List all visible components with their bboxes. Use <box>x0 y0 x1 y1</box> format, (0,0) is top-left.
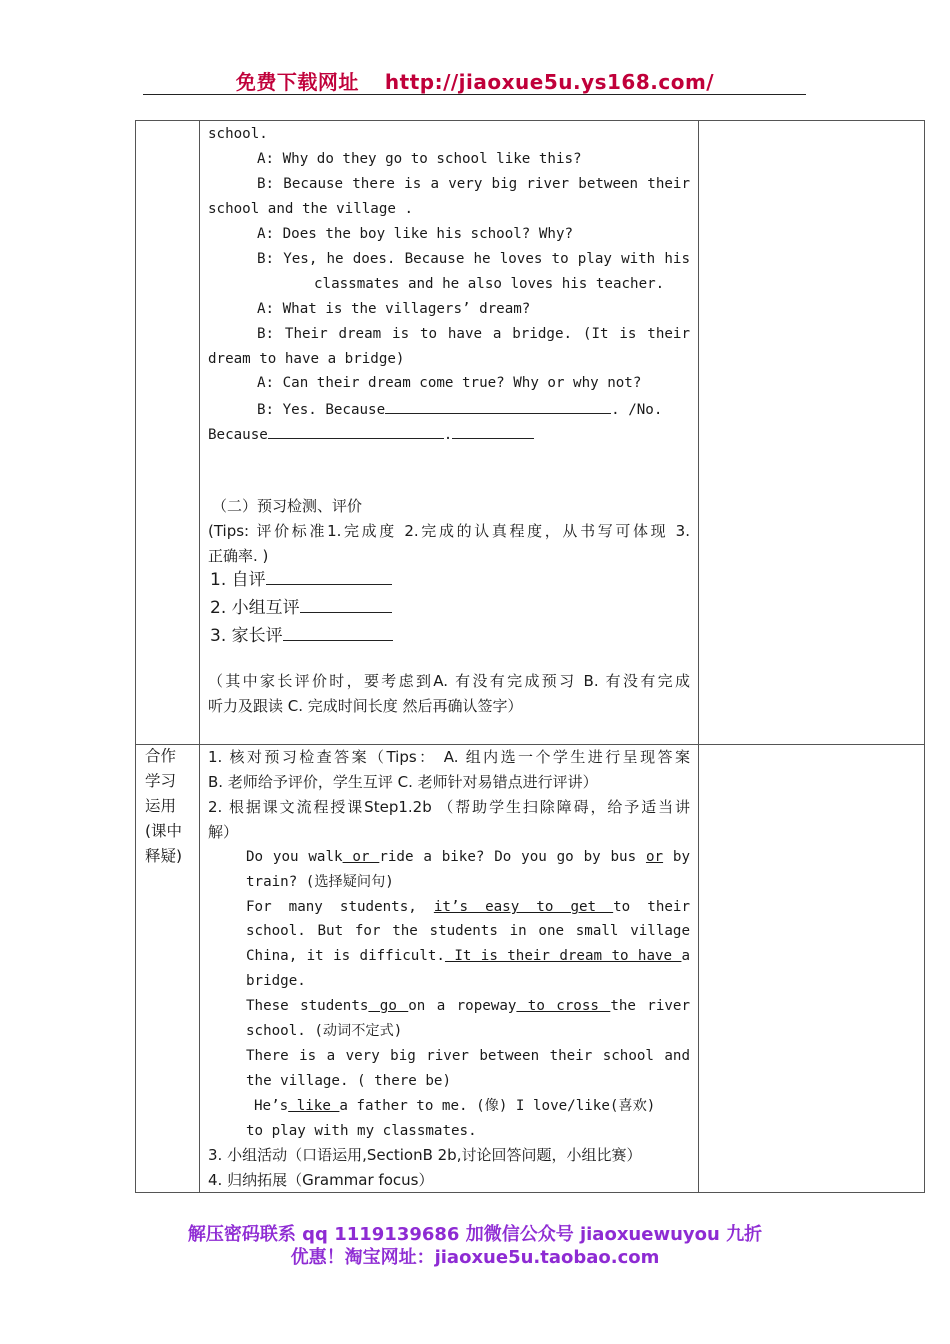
coop-line: 解） <box>208 823 239 841</box>
example-line <box>254 1097 655 1115</box>
dialog-line: B: Their dream is to have a bridge. (It is their <box>257 326 690 342</box>
eval-group <box>210 598 392 617</box>
key-phrase: go <box>368 998 409 1014</box>
dialog-line <box>257 399 662 419</box>
key-phrase: or <box>342 849 380 865</box>
section-heading: （二）预习检测、评价 <box>212 497 363 515</box>
example-line <box>246 997 690 1015</box>
answer-blank[interactable] <box>268 424 444 439</box>
eval-parent <box>210 626 393 645</box>
example-line: to play with my classmates. <box>246 1123 477 1139</box>
eval-blank[interactable] <box>300 598 392 613</box>
example-line <box>246 898 690 916</box>
example-text: a <box>681 948 690 964</box>
coop-line: 1. 核对预习检查答案（Tips： A. 组内选一个学生进行呈现答案 <box>208 748 690 766</box>
example-text: These students <box>246 998 369 1014</box>
note-line: 听力及跟读 C. 完成时间长度 然后再确认签字） <box>208 697 523 715</box>
example-text: by <box>672 849 690 865</box>
example-text: ride a bike? Do you go by bus <box>379 849 637 865</box>
example-line: train? (选择疑问句) <box>246 874 394 890</box>
eval-label: 3. 家长评 <box>210 626 283 646</box>
eval-self <box>210 570 392 589</box>
example-text: on a ropeway <box>408 998 517 1014</box>
dialog-line: classmates and he also loves his teacher. <box>314 276 665 292</box>
dialog-line <box>208 424 534 444</box>
example-text: the river <box>610 998 690 1014</box>
column-divider-2 <box>698 121 699 1192</box>
answer-blank[interactable] <box>385 399 611 414</box>
stage-label-line: 释疑) <box>145 847 183 865</box>
dialog-line: dream to have a bridge) <box>208 351 405 367</box>
coop-line: B. 老师给予评价，学生互评 C. 老师针对易错点进行评讲） <box>208 773 598 791</box>
eval-blank[interactable] <box>266 570 392 585</box>
example-text: He’s <box>254 1098 289 1114</box>
stage-label-line: (课中 <box>145 822 183 840</box>
coop-line: 2. 根据课文流程授课Step1.2b （帮助学生扫除障碍，给予适当讲 <box>208 798 690 816</box>
header-title: 免费下载网址 <box>235 70 359 94</box>
example-text: For many students, <box>246 899 417 915</box>
key-phrase: like <box>288 1098 340 1114</box>
dialog-text: B: Yes. Because <box>257 402 386 418</box>
key-phrase: or <box>645 849 664 865</box>
tips-line: 正确率. ) <box>208 547 269 565</box>
stage-label-line: 运用 <box>145 797 177 815</box>
stage-label <box>145 744 193 869</box>
dialog-line: B: Because there is a very big river between their <box>257 176 690 192</box>
dialog-text: Because <box>208 427 268 443</box>
example-line: There is a very big river between their school and <box>246 1048 690 1064</box>
column-divider-1 <box>199 121 200 1192</box>
dialog-line: B: Yes, he does. Because he loves to play with his <box>257 251 690 267</box>
dialog-line: A: Does the boy like his school? Why? <box>257 226 574 242</box>
example-text: to their <box>613 899 690 915</box>
example-line <box>246 848 690 866</box>
key-phrase: It is their dream to have <box>444 948 682 964</box>
key-phrase: to cross <box>516 998 611 1014</box>
dialog-line: school and the village . <box>208 201 413 217</box>
coop-line: 4. 归纳拓展（Grammar focus） <box>208 1171 434 1189</box>
stage-label-line: 学习 <box>145 772 177 790</box>
header-url[interactable]: http://jiaoxue5u.ys168.com/ <box>384 70 715 94</box>
note-line: （其中家长评价时，要考虑到A. 有没有完成预习 B. 有没有完成 <box>208 672 690 690</box>
answer-blank[interactable] <box>452 424 534 439</box>
example-line: the village. ( there be) <box>246 1073 451 1089</box>
example-line: school. But for the students in one small village <box>246 923 690 939</box>
footer-shop[interactable]: 优惠！淘宝网址：jiaoxue5u.taobao.com <box>290 1247 660 1268</box>
example-line: bridge. <box>246 973 306 989</box>
coop-line: 3. 小组活动（口语运用,SectionB 2b,讨论回答问题，小组比赛） <box>208 1146 642 1164</box>
dialog-line: school. <box>208 126 268 142</box>
eval-label: 2. 小组互评 <box>210 598 300 618</box>
example-text: China, it is difficult. <box>246 948 445 964</box>
key-phrase: it’s easy to get <box>433 899 614 915</box>
example-line: school. (动词不定式) <box>246 1023 403 1039</box>
dialog-text: . <box>443 427 453 443</box>
header-rule <box>143 94 806 95</box>
stage-label-line: 合作 <box>145 747 177 765</box>
download-header <box>0 66 950 95</box>
example-line <box>246 947 690 965</box>
eval-blank[interactable] <box>283 626 393 641</box>
example-text: Do you walk <box>246 849 343 865</box>
tips-line: (Tips: 评价标准1.完成度 2.完成的认真程度，从书写可体现 3. <box>208 522 690 540</box>
dialog-text: . /No. <box>611 402 663 418</box>
dialog-line: A: What is the villagers’ dream? <box>257 301 531 317</box>
example-text: a father to me. (像) I love/like(喜欢) <box>339 1098 656 1114</box>
dialog-line: A: Why do they go to school like this? <box>257 151 582 167</box>
footer-contact: 解压密码联系 qq 1119139686 加微信公众号 jiaoxuewuyou 九折 <box>187 1224 763 1245</box>
eval-label: 1. 自评 <box>210 570 266 590</box>
row-divider <box>136 744 924 745</box>
dialog-line: A: Can their dream come true? Why or why not? <box>257 375 642 391</box>
